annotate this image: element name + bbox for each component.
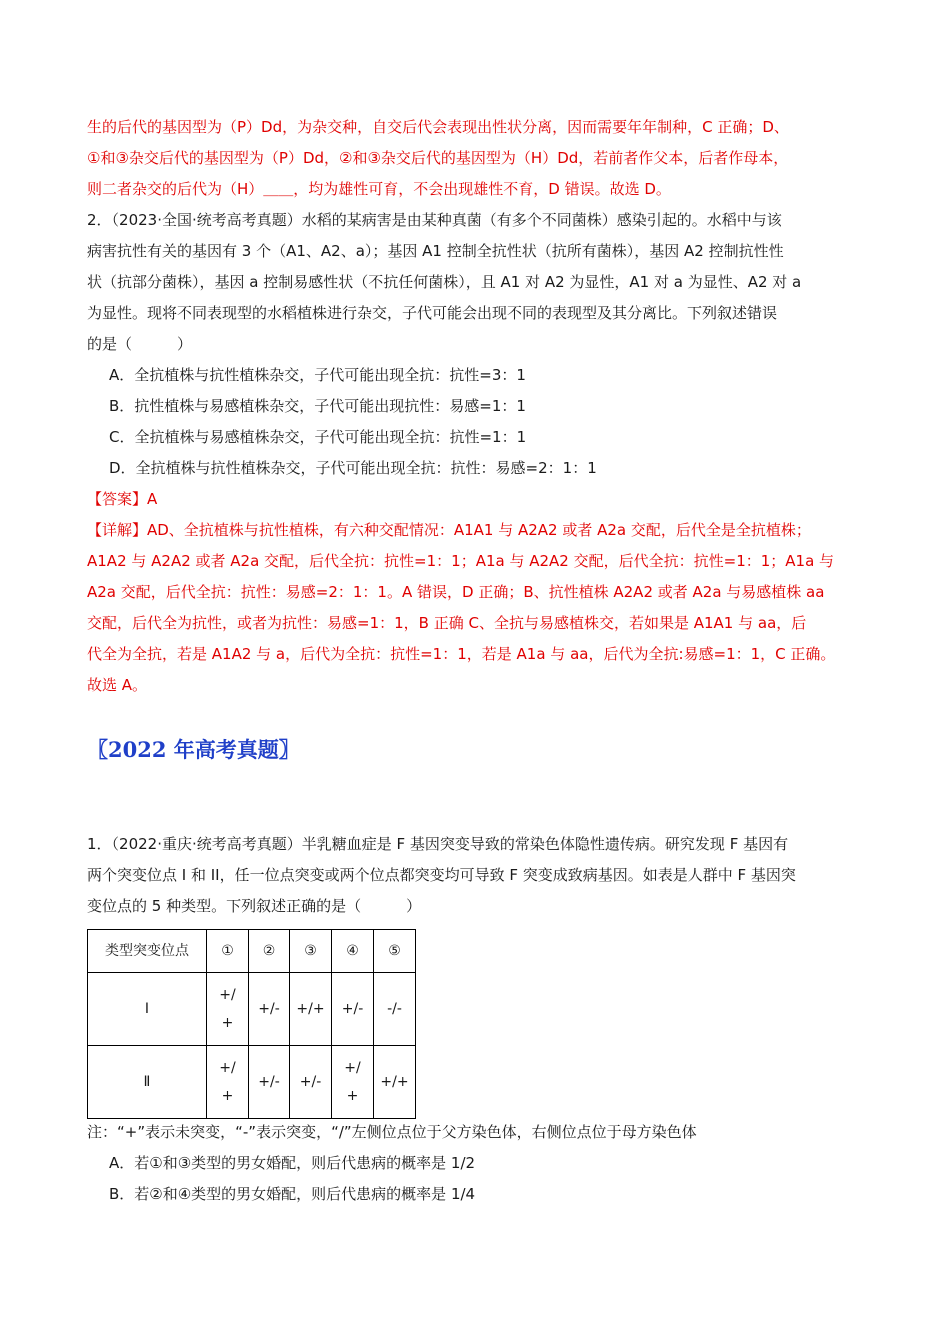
question-stem-line: 病害抗性有关的基因有 3 个（A1、A2、a）；基因 A1 控制全抗性状（抗所有菌株），基因 A2 控制抗性性: [87, 242, 784, 260]
table-header-cell: ⑤: [374, 930, 416, 973]
option-b: B．若②和④类型的男女婚配，则后代患病的概率是 1/4: [109, 1185, 476, 1203]
detail-line: A1A2 与 A2A2 或者 A2a 交配，后代全抗：抗性=1：1；A1a 与 A2A2 交配，后代全抗：抗性=1：1；A1a 与: [87, 552, 835, 570]
table-cell: +/-: [290, 1046, 332, 1119]
question-3-stem: [87, 829, 867, 922]
option-d: D．全抗植株与抗性植株杂交，子代可能出现全抗：抗性：易感=2：1：1: [109, 459, 597, 477]
table-row: [88, 1046, 416, 1119]
detail-line: 代全为全抗，若是 A1A2 与 a，后代为全抗：抗性=1：1，若是 A1a 与 aa，后代为全抗:易感=1：1，C 正确。: [87, 645, 836, 663]
option-b: B．抗性植株与易感植株杂交，子代可能出现抗性：易感=1：1: [109, 397, 526, 415]
question-3-options: [87, 1148, 867, 1210]
option-c: C．全抗植株与易感植株杂交，子代可能出现全抗：抗性=1：1: [109, 428, 527, 446]
question-stem-line: 两个突变位点 I 和 II，任一位点突变或两个位点都突变均可导致 F 突变成致病基因。如表是人群中 F 基因突: [87, 866, 796, 884]
site-label: Ⅱ: [88, 1046, 207, 1119]
question-2: [87, 205, 867, 701]
question-stem-line: 的是（ ）: [87, 335, 193, 353]
cell-line: +/: [219, 987, 236, 1003]
cell-line: +/: [344, 1060, 361, 1076]
detail-line: A2a 交配，后代全抗：抗性：易感=2：1：1。A 错误，D 正确；B、抗性植株 A2A2 或者 A2a 与易感植株 aa: [87, 583, 825, 601]
table-header-row: [88, 930, 416, 973]
table-row: [88, 973, 416, 1046]
explanation-line: ①和③杂交后代的基因型为（P）Dd，②和③杂交后代的基因型为（H）Dd，若前者作父本，后者作母本，: [87, 149, 789, 167]
detail-line: 交配，后代全为抗性，或者为抗性：易感=1：1，B 正确 C、全抗与易感植株交，若如果是 A1A1 与 aa，后: [87, 614, 807, 632]
question-stem-line: 变位点的 5 种类型。下列叙述正确的是（ ）: [87, 897, 422, 915]
question-stem-line: 为显性。现将不同表现型的水稻植株进行杂交，子代可能会出现不同的表现型及其分离比。下列叙述错误: [87, 304, 778, 322]
cell-line: +/: [219, 1060, 236, 1076]
section-title: 〖2022 年高考真题〗: [87, 737, 300, 762]
answer-label: 【答案】A: [87, 490, 158, 508]
table-cell: +/-: [249, 1046, 290, 1119]
table-cell: +/-: [332, 973, 374, 1046]
table-cell: -/-: [374, 973, 416, 1046]
mutation-site-table: [87, 929, 416, 1119]
table-header-cell: ②: [249, 930, 290, 973]
table-cell: +/-: [249, 973, 290, 1046]
question-stem-line: 2．（2023·全国·统考高考真题）水稻的某病害是由某种真菌（有多个不同菌株）感染引起的。水稻中与该: [87, 211, 782, 229]
cell-line: +: [221, 1015, 234, 1031]
table-cell: +/+: [290, 973, 332, 1046]
table-cell: +/+: [374, 1046, 416, 1119]
question-stem-line: 状（抗部分菌株），基因 a 控制易感性状（不抗任何菌株），且 A1 对 A2 为显性，A1 对 a 为显性、A2 对 a: [87, 273, 802, 291]
cell-line: +: [346, 1088, 359, 1104]
table-cell: [207, 1046, 249, 1119]
explanation-line: 则二者杂交的后代为（H）＿＿，均为雄性可育，不会出现雄性不育，D 错误。故选 D。: [87, 180, 671, 198]
table-header-cell: ①: [207, 930, 249, 973]
table-header-cell: ③: [290, 930, 332, 973]
table-cell: [332, 1046, 374, 1119]
explanation-line: 生的后代的基因型为（P）Dd，为杂交种，自交后代会表现出性状分离，因而需要年年制种，C 正确；D、: [87, 118, 789, 136]
table-cell: [207, 973, 249, 1046]
answer-explanation-block: [87, 112, 867, 701]
option-a: A．若①和③类型的男女婚配，则后代患病的概率是 1/2: [109, 1154, 476, 1172]
table-note: 注：“+”表示未突变，“-”表示突变，“/”左侧位点位于父方染色体，右侧位点位于母方染色体: [87, 1123, 697, 1141]
table-header-cell: 类型突变位点: [88, 930, 207, 973]
cell-line: +: [221, 1088, 234, 1104]
table-header-cell: ④: [332, 930, 374, 973]
option-a: A．全抗植株与抗性植株杂交，子代可能出现全抗：抗性=3：1: [109, 366, 526, 384]
detail-line: 故选 A。: [87, 676, 148, 694]
question-stem-line: 1．（2022·重庆·统考高考真题）半乳糖血症是 F 基因突变导致的常染色体隐性遗传病。研究发现 F 基因有: [87, 835, 789, 853]
site-label: Ⅰ: [88, 973, 207, 1046]
detail-line: 【详解】AD、全抗植株与抗性植株，有六种交配情况：A1A1 与 A2A2 或者 A2a 交配，后代全是全抗植株；: [87, 521, 811, 539]
